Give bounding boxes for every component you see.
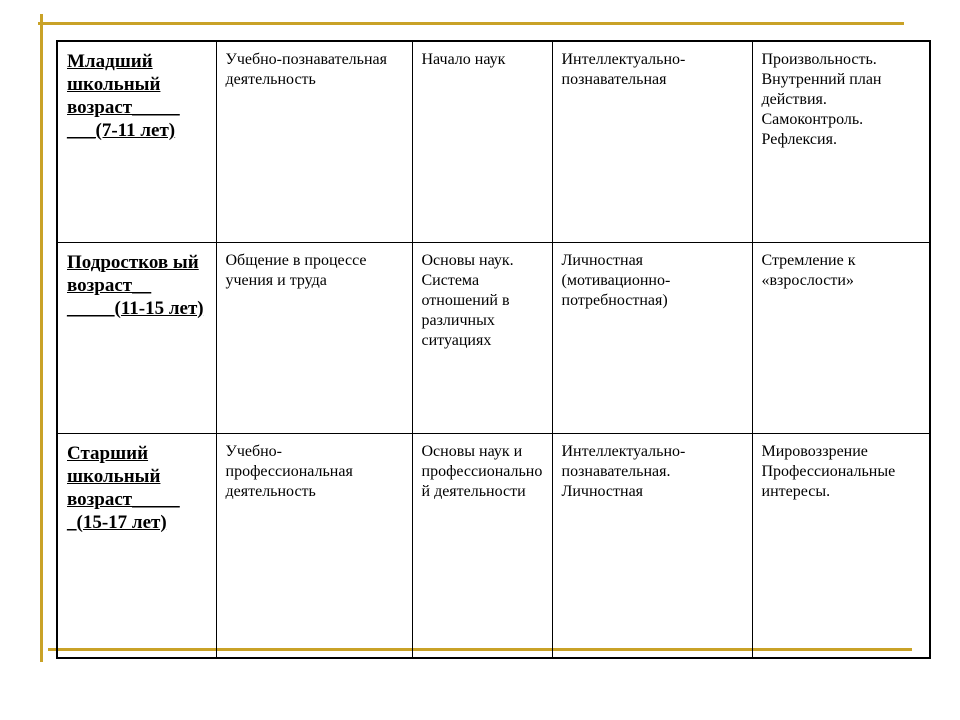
age-cell: Подростков ый возраст__ _____(11-15 лет) <box>57 242 216 433</box>
content-cell: Основы наук. Система отношений в различных ситуациях <box>412 242 552 433</box>
decorative-top-line <box>38 22 904 25</box>
sphere-cell: Интеллектуально-познавательная <box>552 41 752 242</box>
sphere-cell: Личностная (мотивационно-потребностная) <box>552 242 752 433</box>
age-stages-table <box>56 40 931 659</box>
neoformations-cell: Стремление к «взрослости» <box>752 242 930 433</box>
leading-activity-cell: Учебно-профессиональная деятельность <box>216 433 412 658</box>
neoformations-cell: Произвольность. Внутренний план действия. Самоконтроль. Рефлексия. <box>752 41 930 242</box>
age-cell: Младший школьный возраст_____ ___(7-11 лет) <box>57 41 216 242</box>
decorative-left-line <box>40 14 43 662</box>
leading-activity-cell: Общение в процессе учения и труда <box>216 242 412 433</box>
leading-activity-cell: Учебно-познавательная деятельность <box>216 41 412 242</box>
table-row <box>57 242 930 433</box>
neoformations-cell: Мировоззрение Профессиональные интересы. <box>752 433 930 658</box>
content-cell: Начало наук <box>412 41 552 242</box>
table-row <box>57 433 930 658</box>
age-cell: Старший школьный возраст_____ _(15-17 лет) <box>57 433 216 658</box>
content-cell: Основы наук и профессиональной деятельности <box>412 433 552 658</box>
table-row <box>57 41 930 242</box>
sphere-cell: Интеллектуально-познавательная. Личностная <box>552 433 752 658</box>
